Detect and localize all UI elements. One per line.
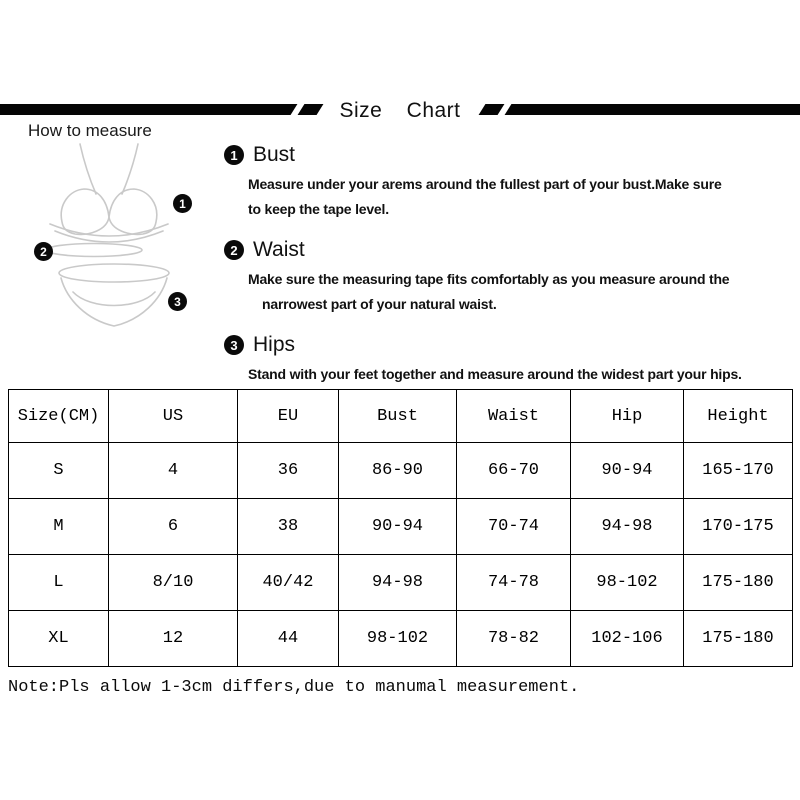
size-table-cell: 90-94 <box>571 443 684 499</box>
size-table-row-l <box>9 555 793 611</box>
size-table-cell: 8/10 <box>109 555 238 611</box>
section-waist <box>224 238 790 317</box>
measure-instructions <box>224 143 790 403</box>
page-title: Size Chart <box>339 99 461 122</box>
size-table-cell: 12 <box>109 611 238 667</box>
section-bust-line-1: Measure under your arems around the fullest part of your bust.Make sure <box>248 176 722 192</box>
size-table-cell: 40/42 <box>238 555 339 611</box>
section-bust-heading <box>224 143 790 167</box>
size-table-cell: 94-98 <box>571 499 684 555</box>
diagram-marker-hips: 3 <box>168 292 187 311</box>
measurement-diagram <box>18 142 218 342</box>
size-table-header: US <box>109 390 238 443</box>
size-table-cell: 175-180 <box>684 555 793 611</box>
size-table-cell: 4 <box>109 443 238 499</box>
section-bust-line-2: to keep the tape level. <box>248 201 389 217</box>
size-table-cell: 102-106 <box>571 611 684 667</box>
size-table-row-xl <box>9 611 793 667</box>
size-table-cell: 36 <box>238 443 339 499</box>
section-bust <box>224 143 790 222</box>
title-decoration-bar-right <box>505 104 800 115</box>
diagram-marker-waist: 2 <box>34 242 53 261</box>
section-waist-heading <box>224 238 790 262</box>
size-table-cell: S <box>9 443 109 499</box>
size-table-cell: 74-78 <box>457 555 571 611</box>
size-table-header: EU <box>238 390 339 443</box>
section-hips-heading <box>224 333 790 357</box>
size-table-cell: 175-180 <box>684 611 793 667</box>
section-hips <box>224 333 790 387</box>
how-to-measure-heading: How to measure <box>28 121 152 140</box>
size-table-cell: 78-82 <box>457 611 571 667</box>
size-table-cell: 70-74 <box>457 499 571 555</box>
number-badge-1: 1 <box>224 145 244 165</box>
size-table-cell: 86-90 <box>339 443 457 499</box>
size-table-cell: 170-175 <box>684 499 793 555</box>
section-waist-line-1: Make sure the measuring tape fits comfortably as you measure around the <box>248 271 730 287</box>
measurement-note: Note:Pls allow 1-3cm differs,due to manumal measurement. <box>8 678 580 697</box>
size-table-cell: 94-98 <box>339 555 457 611</box>
section-bust-text <box>248 172 790 222</box>
size-table-row-s <box>9 443 793 499</box>
size-table-header-row <box>9 390 793 443</box>
size-table-cell: 38 <box>238 499 339 555</box>
section-title-hips: Hips <box>253 333 296 356</box>
size-table-cell: M <box>9 499 109 555</box>
size-table-header: Size(CM) <box>9 390 109 443</box>
section-hips-text <box>248 362 790 387</box>
size-table-header: Height <box>684 390 793 443</box>
number-badge-2: 2 <box>224 240 244 260</box>
section-title-waist: Waist <box>253 238 305 261</box>
size-table-cell: 98-102 <box>571 555 684 611</box>
bikini-sketch-illustration <box>18 142 218 342</box>
section-waist-line-2: narrowest part of your natural waist. <box>262 296 497 312</box>
size-table-cell: XL <box>9 611 109 667</box>
size-table-row-m <box>9 499 793 555</box>
size-table-header: Hip <box>571 390 684 443</box>
section-waist-text <box>248 267 790 317</box>
size-table-cell: L <box>9 555 109 611</box>
size-table-cell: 44 <box>238 611 339 667</box>
size-table-cell: 98-102 <box>339 611 457 667</box>
section-hips-line-1: Stand with your feet together and measure around the widest part your hips. <box>248 366 742 382</box>
size-table-cell: 90-94 <box>339 499 457 555</box>
section-title-bust: Bust <box>253 143 296 166</box>
size-table <box>8 389 793 667</box>
size-table-cell: 66-70 <box>457 443 571 499</box>
size-table-cell: 165-170 <box>684 443 793 499</box>
size-table-cell: 6 <box>109 499 238 555</box>
size-table-header: Bust <box>339 390 457 443</box>
diagram-marker-bust: 1 <box>173 194 192 213</box>
size-table-header: Waist <box>457 390 571 443</box>
number-badge-3: 3 <box>224 335 244 355</box>
